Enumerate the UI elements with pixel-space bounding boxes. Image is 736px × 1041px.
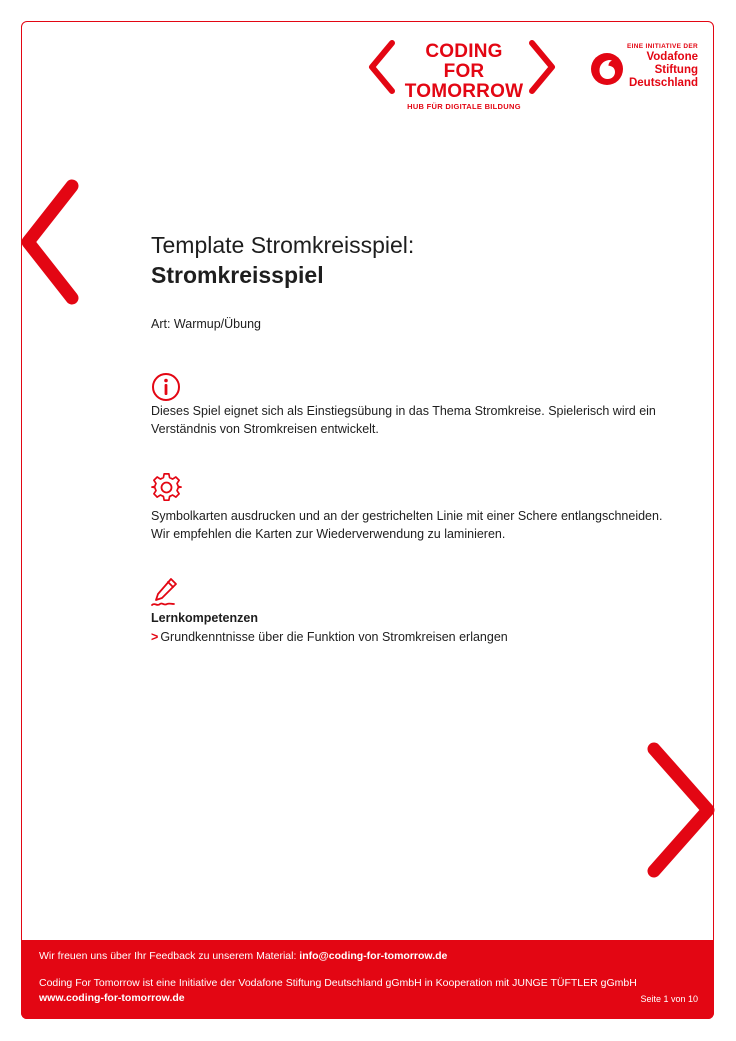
footer-feedback-text: Wir freuen uns über Ihr Feedback zu unserem Material: [39,950,297,962]
info-line-1: Dieses Spiel eignet sich als Einstiegsübung in das Thema Stromkreise. Spielerisch wird ein [151,404,656,418]
vodafone-logo-line3: Deutschland [628,77,698,89]
page-subtitle: Stromkreisspiel [151,262,324,288]
chevron-right-icon: > [151,630,159,644]
preparation-line-1: Symbolkarten ausdrucken und an der gestrichelten Linie mit einer Schere entlangschneiden. [151,509,663,523]
vodafone-logo-icon [590,52,624,86]
info-icon [151,372,181,402]
right-chevron-decoration [640,735,736,885]
cft-logo-line1: CODING FOR [425,41,503,82]
skills-heading: Lernkompetenzen [151,611,258,625]
cft-logo [404,42,524,112]
gear-icon [151,472,182,503]
cft-logo-line2: TOMORROW [404,81,524,102]
left-chevron-decoration [0,172,90,312]
footer-website-link[interactable]: www.coding-for-tomorrow.de [39,992,185,1004]
vodafone-stiftung-logo [620,42,698,90]
footer-initiative: Coding For Tomorrow ist eine Initiative der Vodafone Stiftung Deutschland gGmbH in Kooperation mit JUNGE TÜFTLER gGmbH [39,977,637,989]
preparation-paragraph [151,507,671,543]
skills-list-item [151,628,508,646]
vodafone-logo-pretext: EINE INITIATIVE DER [627,43,698,50]
footer-feedback [39,950,447,962]
cft-logo-subtitle: HUB FÜR DIGITALE BILDUNG [407,102,521,111]
info-line-2: Verständnis von Stromkreisen entwickelt. [151,422,379,436]
vodafone-logo-line2: Stiftung [654,64,698,76]
pencil-icon [150,576,180,608]
preparation-line-2: Wir empfehlen die Karten zur Wiederverwendung zu laminieren. [151,527,506,541]
page-number: Seite 1 von 10 [640,994,698,1004]
page-title: Template Stromkreisspiel: [151,232,415,258]
skills-item-text: Grundkenntnisse über die Funktion von Stromkreisen erlangen [160,630,508,644]
vodafone-logo-line1: Vodafone [646,51,698,63]
footer [21,940,714,1019]
activity-type: Art: Warmup/Übung [151,317,261,331]
info-paragraph [151,402,671,438]
footer-email-link[interactable]: info@coding-for-tomorrow.de [299,950,448,962]
